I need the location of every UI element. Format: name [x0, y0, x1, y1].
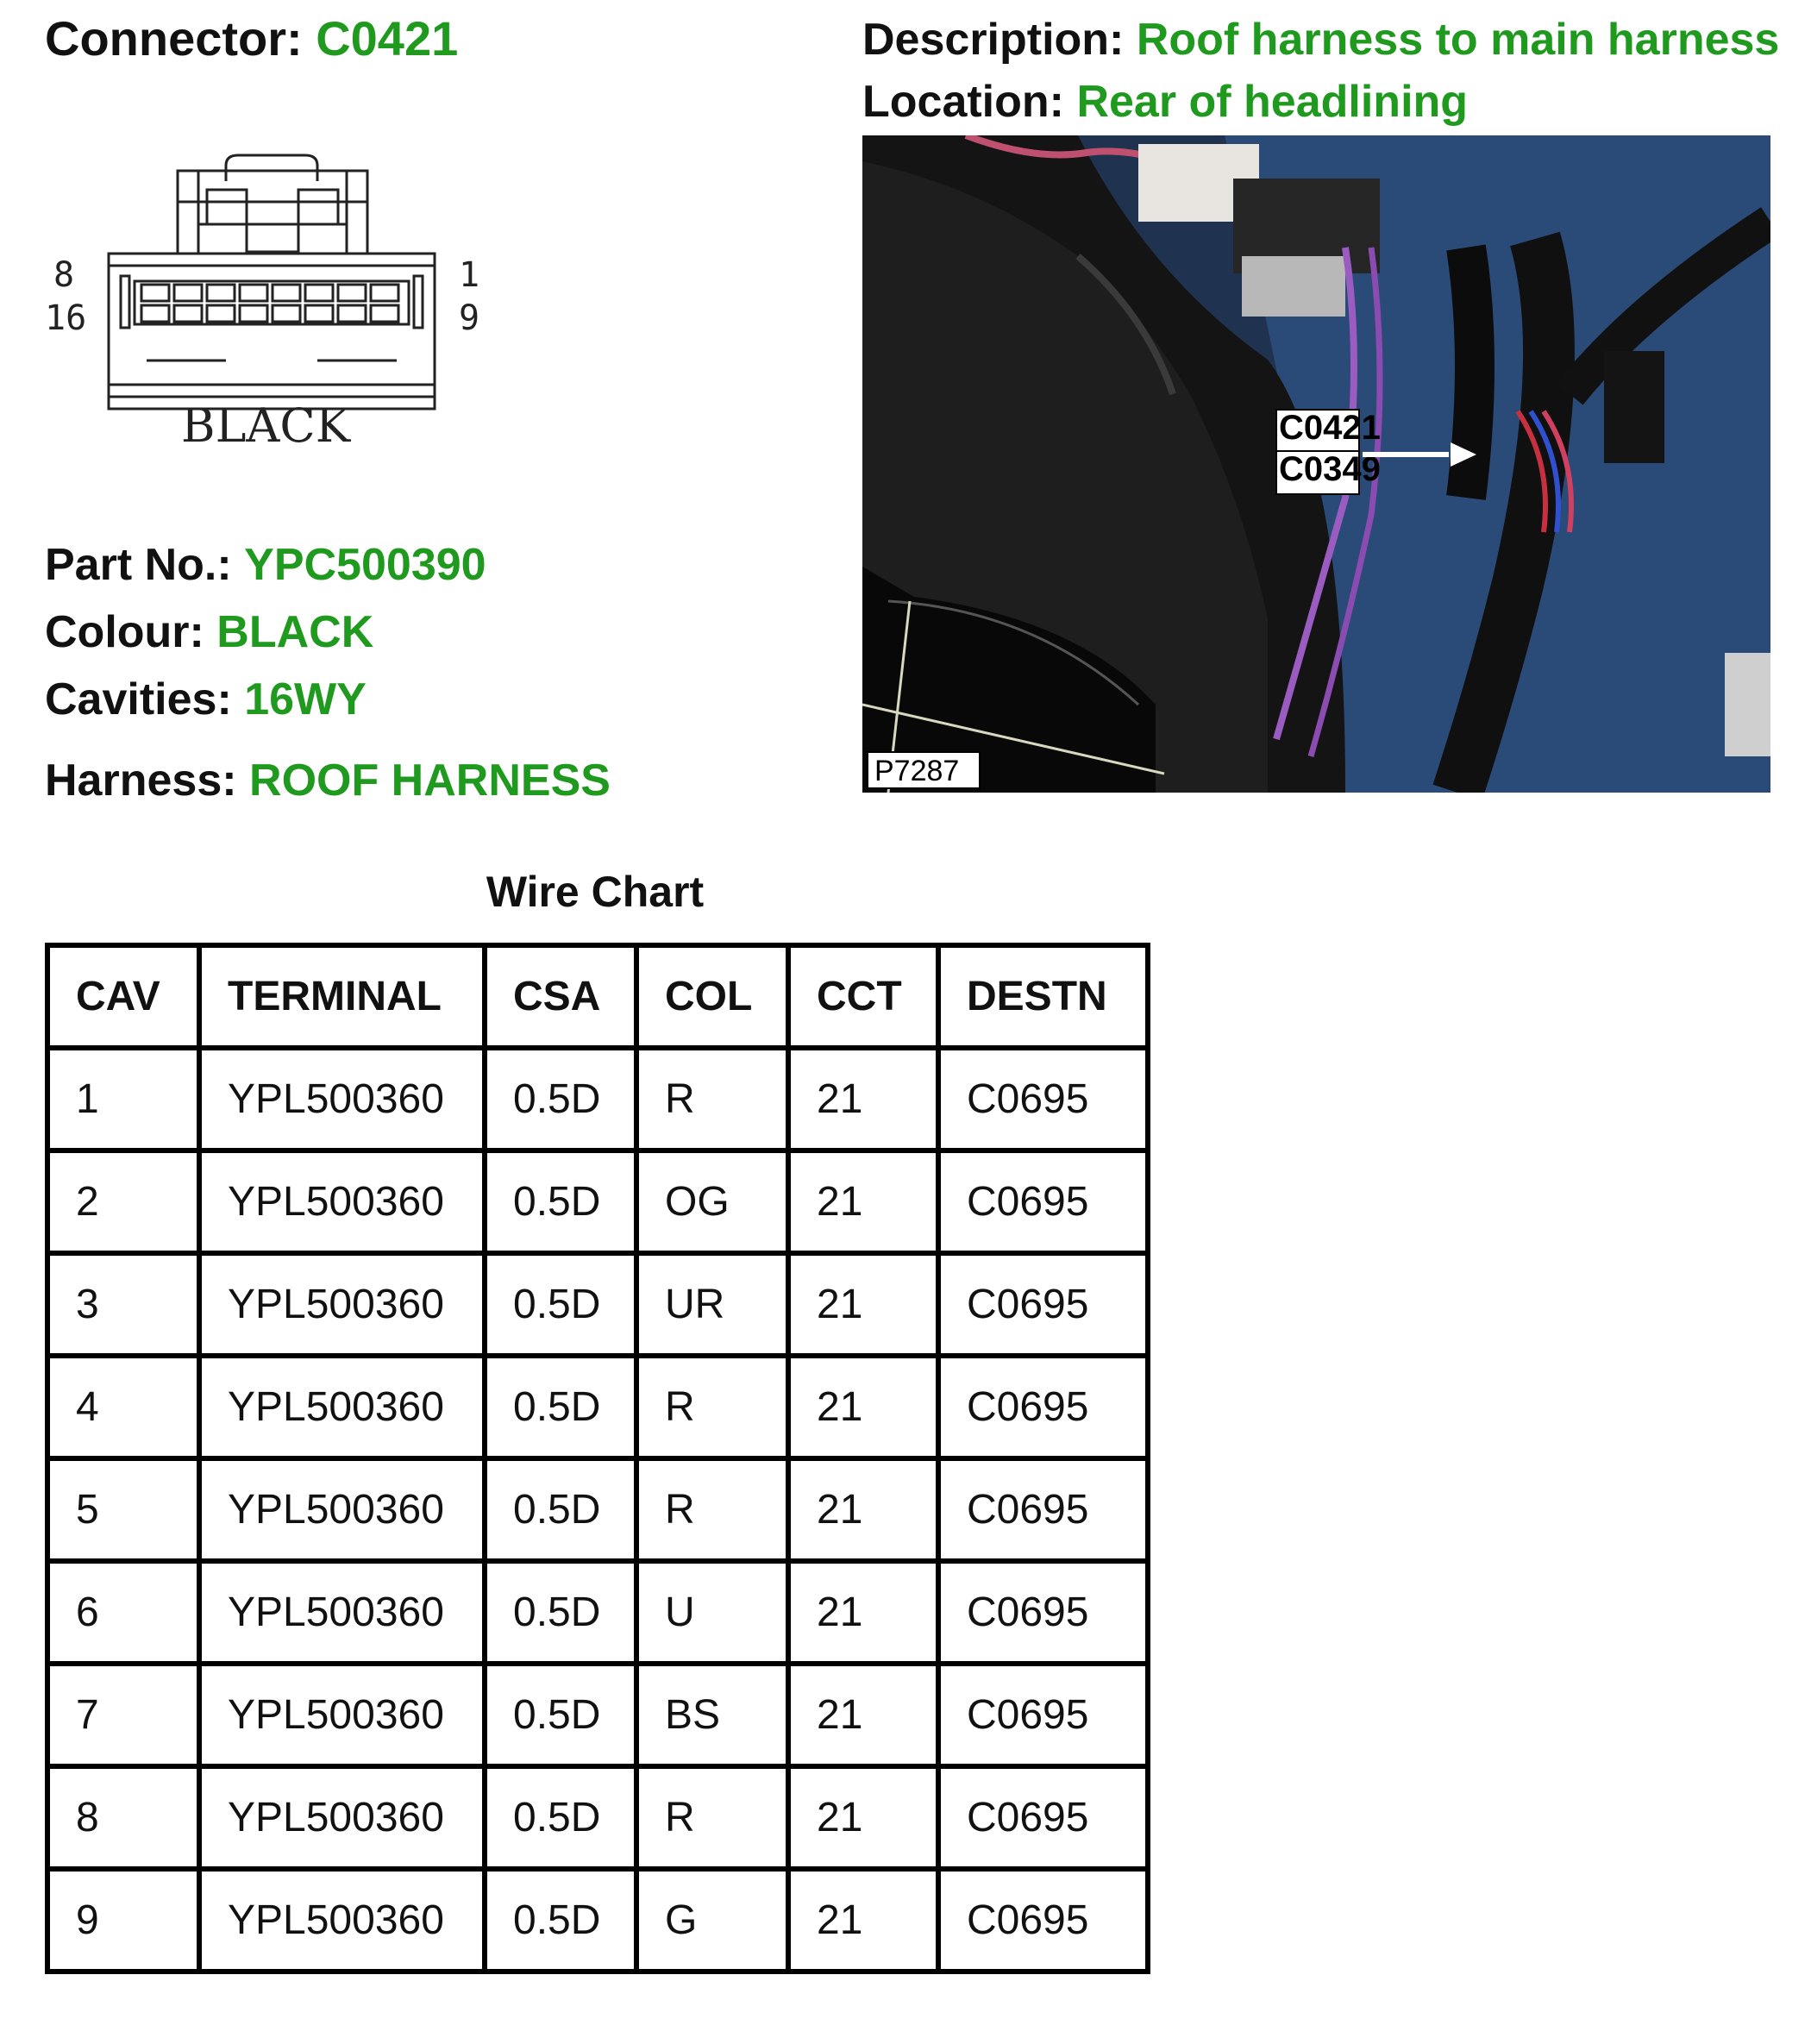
wire-chart-body — [47, 1048, 1148, 1972]
connector-value: C0421 — [316, 11, 459, 66]
cell-col: R — [636, 1048, 788, 1151]
table-row — [47, 1151, 1148, 1253]
table-row — [47, 1048, 1148, 1151]
cell-col: R — [636, 1766, 788, 1869]
cell-csa: 0.5D — [485, 1048, 636, 1151]
part-number-label: Part No.: — [45, 540, 232, 590]
cell-cct: 21 — [788, 1253, 938, 1356]
cell-cct: 21 — [788, 1356, 938, 1458]
table-row — [47, 1356, 1148, 1458]
header-cav: CAV — [47, 945, 199, 1048]
cell-cct: 21 — [788, 1048, 938, 1151]
cell-destn: C0695 — [938, 1664, 1148, 1766]
wire-chart-title: Wire Chart — [486, 868, 705, 916]
cell-destn: C0695 — [938, 1561, 1148, 1664]
cell-cav: 1 — [47, 1048, 199, 1151]
cell-destn: C0695 — [938, 1048, 1148, 1151]
cell-cav: 6 — [47, 1561, 199, 1664]
cell-destn: C0695 — [938, 1253, 1148, 1356]
cell-destn: C0695 — [938, 1766, 1148, 1869]
cell-destn: C0695 — [938, 1458, 1148, 1561]
cell-csa: 0.5D — [485, 1356, 636, 1458]
cell-destn: C0695 — [938, 1356, 1148, 1458]
header-csa: CSA — [485, 945, 636, 1048]
cell-col: BS — [636, 1664, 788, 1766]
cell-csa: 0.5D — [485, 1664, 636, 1766]
table-row — [47, 1869, 1148, 1972]
cell-col: UR — [636, 1253, 788, 1356]
description-value: Roof harness to main harness — [1136, 15, 1780, 65]
cell-csa: 0.5D — [485, 1253, 636, 1356]
cell-cct: 21 — [788, 1151, 938, 1253]
pin-label-8: 8 — [53, 255, 75, 295]
harness-label: Harness: — [45, 756, 237, 806]
cavities-label: Cavities: — [45, 674, 232, 724]
table-header-row — [47, 945, 1148, 1048]
header-cct: CCT — [788, 945, 938, 1048]
harness-field — [45, 755, 611, 806]
part-number-value: YPC500390 — [244, 540, 486, 590]
cell-csa: 0.5D — [485, 1561, 636, 1664]
cell-cct: 21 — [788, 1458, 938, 1561]
pin-label-1: 1 — [459, 255, 480, 295]
photo-reference: P7287 — [874, 755, 960, 787]
cell-destn: C0695 — [938, 1869, 1148, 1972]
colour-value: BLACK — [216, 607, 374, 657]
cell-csa: 0.5D — [485, 1766, 636, 1869]
harness-value: ROOF HARNESS — [249, 756, 611, 806]
cell-cav: 5 — [47, 1458, 199, 1561]
cell-terminal: YPL500360 — [199, 1151, 485, 1253]
pin-label-9: 9 — [459, 298, 480, 338]
wire-chart-table — [45, 943, 1150, 1974]
description-label: Description: — [862, 15, 1125, 65]
location-photo — [862, 135, 1770, 793]
table-row — [47, 1561, 1148, 1664]
table-row — [47, 1458, 1148, 1561]
cell-destn: C0695 — [938, 1151, 1148, 1253]
cell-terminal: YPL500360 — [199, 1253, 485, 1356]
cell-cct: 21 — [788, 1869, 938, 1972]
cell-cct: 21 — [788, 1561, 938, 1664]
cell-cct: 21 — [788, 1664, 938, 1766]
cell-cav: 2 — [47, 1151, 199, 1253]
cell-csa: 0.5D — [485, 1869, 636, 1972]
description-field — [862, 14, 1779, 66]
cell-terminal: YPL500360 — [199, 1048, 485, 1151]
cell-cav: 8 — [47, 1766, 199, 1869]
header-col: COL — [636, 945, 788, 1048]
cavities-value: 16WY — [244, 674, 367, 724]
photo-tag-c0349: C0349 — [1279, 450, 1381, 488]
cell-terminal: YPL500360 — [199, 1766, 485, 1869]
connector-field — [45, 10, 458, 66]
pin-label-16: 16 — [45, 298, 87, 338]
cell-cav: 4 — [47, 1356, 199, 1458]
cell-col: R — [636, 1356, 788, 1458]
colour-field — [45, 606, 373, 658]
location-value: Rear of headlining — [1076, 77, 1469, 127]
cell-col: OG — [636, 1151, 788, 1253]
diagram-colour-label: BLACK — [180, 398, 351, 453]
part-number-field — [45, 539, 486, 591]
cell-csa: 0.5D — [485, 1458, 636, 1561]
table-row — [47, 1664, 1148, 1766]
photo-tag-c0421: C0421 — [1279, 409, 1381, 447]
connector-diagram — [34, 147, 500, 466]
connector-label: Connector: — [45, 11, 303, 66]
cell-cct: 21 — [788, 1766, 938, 1869]
cell-terminal: YPL500360 — [199, 1561, 485, 1664]
table-row — [47, 1766, 1148, 1869]
cell-terminal: YPL500360 — [199, 1664, 485, 1766]
cell-col: R — [636, 1458, 788, 1561]
cell-col: G — [636, 1869, 788, 1972]
cavities-field — [45, 674, 367, 725]
cell-col: U — [636, 1561, 788, 1664]
table-row — [47, 1253, 1148, 1356]
header-terminal: TERMINAL — [199, 945, 485, 1048]
cell-terminal: YPL500360 — [199, 1458, 485, 1561]
header-destn: DESTN — [938, 945, 1148, 1048]
location-label: Location: — [862, 77, 1064, 127]
cell-terminal: YPL500360 — [199, 1869, 485, 1972]
cell-cav: 3 — [47, 1253, 199, 1356]
cell-cav: 7 — [47, 1664, 199, 1766]
location-field — [862, 76, 1468, 128]
cell-cav: 9 — [47, 1869, 199, 1972]
cell-csa: 0.5D — [485, 1151, 636, 1253]
cell-terminal: YPL500360 — [199, 1356, 485, 1458]
colour-label: Colour: — [45, 607, 204, 657]
